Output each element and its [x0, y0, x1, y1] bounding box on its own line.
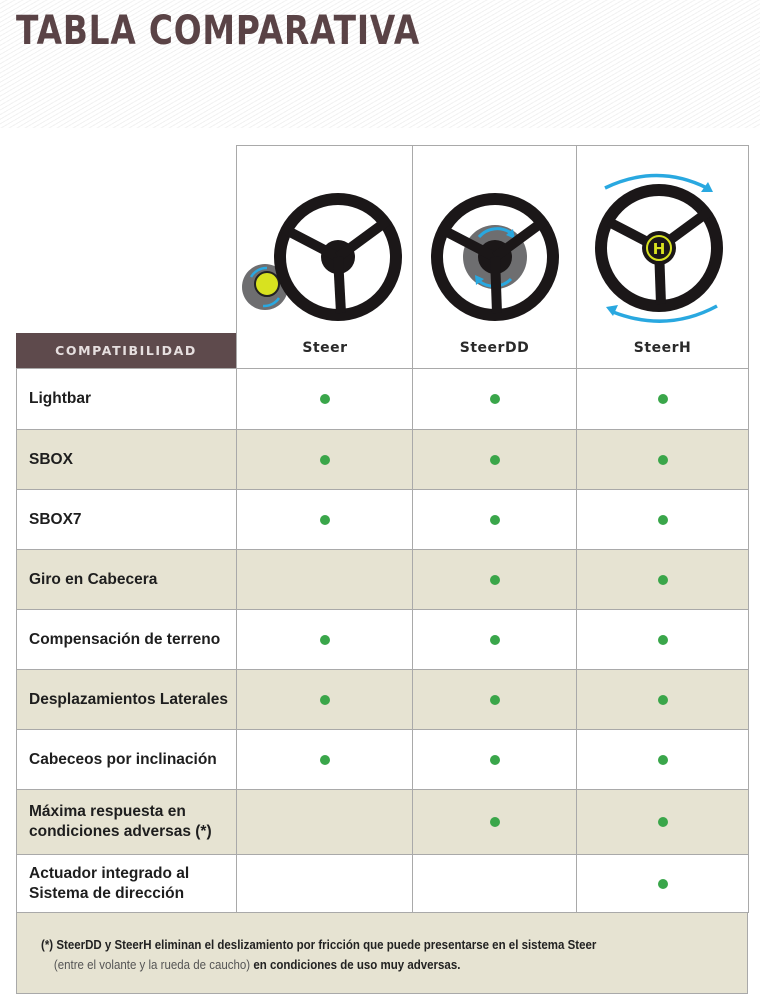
compatible-dot-icon — [490, 455, 500, 465]
cell-cabeceos-steer — [236, 729, 414, 790]
column-name-steerdd: SteerDD — [459, 340, 530, 356]
column-name-steerh: SteerH — [633, 340, 692, 356]
cell-actuador-steerdd — [412, 854, 577, 913]
cell-giro-steerh — [576, 549, 749, 610]
compatible-dot-icon — [658, 817, 668, 827]
row-label-sbox — [16, 429, 237, 490]
row-label-cabeceos-por-inclinacion — [16, 729, 237, 790]
footnote-strong-text: en condiciones de uso muy adversas. — [250, 958, 461, 972]
cell-lightbar-steerh — [576, 368, 749, 430]
cell-sbox7-steerdd — [412, 489, 577, 550]
row-label-maxima-respuesta — [16, 789, 237, 855]
row-label-lightbar — [16, 368, 237, 430]
compatible-dot-icon — [658, 394, 668, 404]
compatibility-header: COMPATIBILIDAD — [16, 333, 236, 368]
page-title: TABLA COMPARATIVA — [16, 8, 421, 54]
compatible-dot-icon — [320, 755, 330, 765]
cell-desplazamientos-steer — [236, 669, 414, 730]
cell-maxima-steerdd — [412, 789, 577, 855]
cell-compensacion-steerh — [576, 609, 749, 670]
cell-maxima-steer — [236, 789, 414, 855]
compatible-dot-icon — [320, 695, 330, 705]
row-label-text-line-1: Máxima respuesta en — [29, 803, 186, 820]
compatible-dot-icon — [320, 515, 330, 525]
row-label-giro-en-cabecera — [16, 549, 237, 610]
cell-giro-steer — [236, 549, 414, 610]
cell-sbox-steerh — [576, 429, 749, 490]
row-label-text-line-2: condiciones adversas (*) — [29, 823, 212, 840]
footnote — [16, 912, 748, 994]
row-label-compensacion-de-terreno — [16, 609, 237, 670]
cell-sbox7-steer — [236, 489, 414, 550]
compatible-dot-icon — [490, 515, 500, 525]
compatible-dot-icon — [658, 515, 668, 525]
compatible-dot-icon — [490, 695, 500, 705]
footnote-line-2 — [41, 955, 691, 975]
steering-wheel-hydraulic-icon — [577, 168, 748, 333]
cell-lightbar-steer — [236, 368, 414, 430]
row-label-text: Desplazamientos Laterales — [29, 690, 229, 708]
cell-compensacion-steerdd — [412, 609, 577, 670]
row-label-text: SBOX7 — [29, 510, 82, 528]
cell-cabeceos-steerh — [576, 729, 749, 790]
cell-compensacion-steer — [236, 609, 414, 670]
row-label-actuador-integrado — [16, 854, 237, 913]
compatible-dot-icon — [490, 635, 500, 645]
row-label-text: Lightbar — [29, 390, 91, 407]
compatible-dot-icon — [658, 575, 668, 585]
steering-wheel-direct-drive-icon — [413, 181, 576, 331]
cell-desplazamientos-steerdd — [412, 669, 577, 730]
column-header-steer — [236, 145, 414, 369]
compatible-dot-icon — [658, 635, 668, 645]
cell-cabeceos-steerdd — [412, 729, 577, 790]
row-label-text: Compensación de terreno — [29, 630, 221, 648]
row-label-desplazamientos-laterales — [16, 669, 237, 730]
cell-giro-steerdd — [412, 549, 577, 610]
cell-actuador-steerh — [576, 854, 749, 913]
column-name-steer: Steer — [302, 340, 348, 356]
cell-actuador-steer — [236, 854, 414, 913]
row-label-sbox7 — [16, 489, 237, 550]
column-header-steerdd — [412, 145, 577, 369]
compatible-dot-icon — [658, 695, 668, 705]
footnote-line-1: (*) SteerDD y SteerH eliminan el deslizamiento por fricción que puede presentarse en el sistema Steer — [41, 938, 597, 952]
compatible-dot-icon — [658, 879, 668, 889]
compatible-dot-icon — [490, 575, 500, 585]
row-label-text-line-2: Sistema de dirección — [29, 884, 185, 902]
cell-maxima-steerh — [576, 789, 749, 855]
row-label-text: SBOX — [29, 450, 73, 468]
compatible-dot-icon — [490, 755, 500, 765]
compatible-dot-icon — [658, 455, 668, 465]
cell-lightbar-steerdd — [412, 368, 577, 430]
compatible-dot-icon — [320, 635, 330, 645]
row-label-text-line-1: Actuador integrado al — [29, 864, 190, 882]
compatible-dot-icon — [490, 394, 500, 404]
footnote-muted-text: (entre el volante y la rueda de caucho) — [53, 958, 251, 972]
compatible-dot-icon — [320, 455, 330, 465]
cell-sbox-steer — [236, 429, 414, 490]
svg-text:H: H — [652, 240, 666, 258]
cell-sbox7-steerh — [576, 489, 749, 550]
compatible-dot-icon — [490, 817, 500, 827]
cell-sbox-steerdd — [412, 429, 577, 490]
column-header-steerh — [576, 145, 749, 369]
cell-desplazamientos-steerh — [576, 669, 749, 730]
row-label-text: Cabeceos por inclinación — [29, 750, 217, 768]
row-label-text: Giro en Cabecera — [29, 570, 158, 588]
compatible-dot-icon — [658, 755, 668, 765]
steering-wheel-with-friction-wheel-icon — [237, 181, 413, 331]
compatible-dot-icon — [320, 394, 330, 404]
